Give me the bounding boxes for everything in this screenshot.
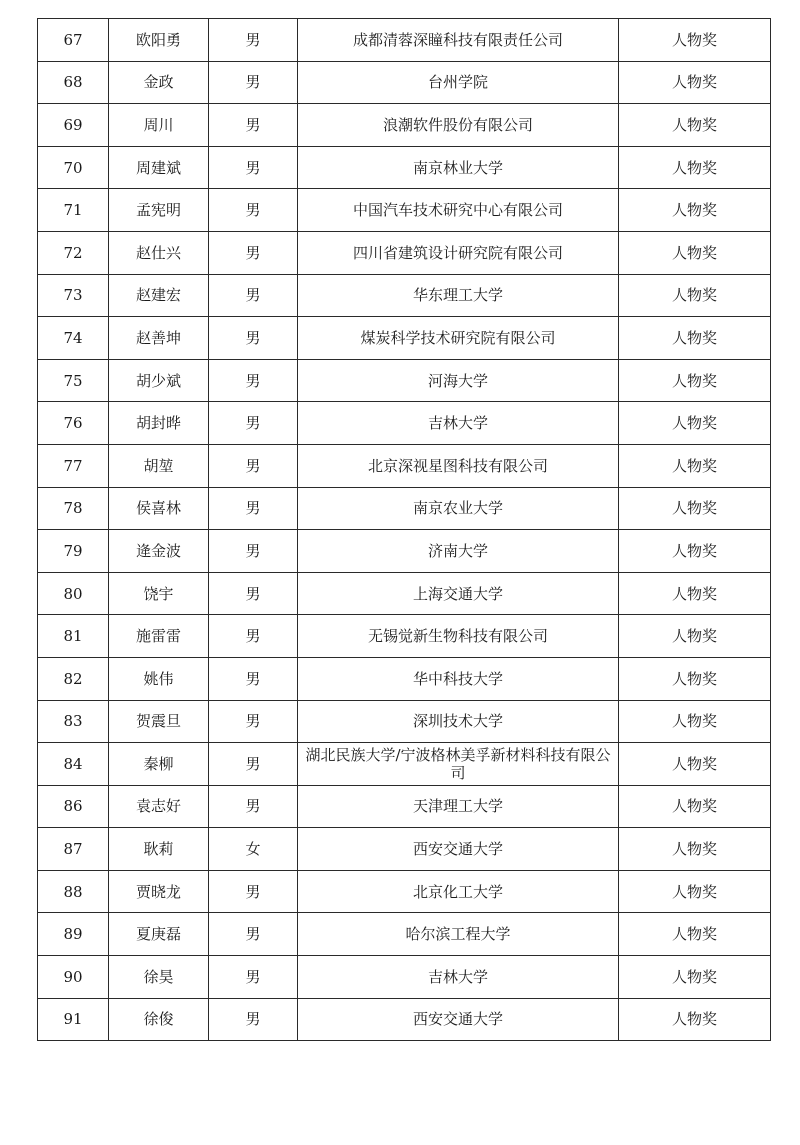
row-number-cell: 81	[38, 615, 109, 658]
award-cell: 人物奖	[619, 913, 771, 956]
organization-cell: 西安交通大学	[298, 828, 619, 871]
name-cell: 胡堃	[109, 444, 209, 487]
name-cell: 欧阳勇	[109, 19, 209, 62]
organization-cell: 无锡觉新生物科技有限公司	[298, 615, 619, 658]
name-cell: 逄金波	[109, 530, 209, 573]
gender-cell: 男	[209, 956, 298, 999]
table-row	[38, 785, 771, 828]
gender-cell: 男	[209, 402, 298, 445]
name-cell: 侯喜林	[109, 487, 209, 530]
table-row	[38, 700, 771, 743]
row-number-cell: 71	[38, 189, 109, 232]
award-cell: 人物奖	[619, 828, 771, 871]
name-cell: 耿莉	[109, 828, 209, 871]
table-row	[38, 998, 771, 1041]
row-number-cell: 74	[38, 317, 109, 360]
gender-cell: 男	[209, 146, 298, 189]
name-cell: 赵仕兴	[109, 231, 209, 274]
award-cell: 人物奖	[619, 956, 771, 999]
row-number-cell: 79	[38, 530, 109, 573]
table-row	[38, 530, 771, 573]
row-number-cell: 82	[38, 657, 109, 700]
award-cell: 人物奖	[619, 359, 771, 402]
gender-cell: 男	[209, 998, 298, 1041]
organization-cell: 济南大学	[298, 530, 619, 573]
table-row	[38, 61, 771, 104]
row-number-cell: 67	[38, 19, 109, 62]
organization-cell: 煤炭科学技术研究院有限公司	[298, 317, 619, 360]
table-row	[38, 657, 771, 700]
row-number-cell: 70	[38, 146, 109, 189]
table-row	[38, 913, 771, 956]
gender-cell: 男	[209, 530, 298, 573]
gender-cell: 男	[209, 743, 298, 786]
name-cell: 徐昊	[109, 956, 209, 999]
gender-cell: 男	[209, 189, 298, 232]
row-number-cell: 76	[38, 402, 109, 445]
award-cell: 人物奖	[619, 19, 771, 62]
award-cell: 人物奖	[619, 61, 771, 104]
award-cell: 人物奖	[619, 487, 771, 530]
gender-cell: 男	[209, 572, 298, 615]
organization-cell: 吉林大学	[298, 956, 619, 999]
gender-cell: 男	[209, 231, 298, 274]
gender-cell: 男	[209, 913, 298, 956]
gender-cell: 男	[209, 104, 298, 147]
award-cell: 人物奖	[619, 530, 771, 573]
row-number-cell: 88	[38, 870, 109, 913]
table-row	[38, 231, 771, 274]
gender-cell: 男	[209, 61, 298, 104]
award-cell: 人物奖	[619, 785, 771, 828]
organization-cell: 深圳技术大学	[298, 700, 619, 743]
row-number-cell: 73	[38, 274, 109, 317]
award-cell: 人物奖	[619, 615, 771, 658]
row-number-cell: 91	[38, 998, 109, 1041]
gender-cell: 男	[209, 615, 298, 658]
name-cell: 夏庚磊	[109, 913, 209, 956]
name-cell: 孟宪明	[109, 189, 209, 232]
award-cell: 人物奖	[619, 402, 771, 445]
row-number-cell: 72	[38, 231, 109, 274]
row-number-cell: 89	[38, 913, 109, 956]
table-row	[38, 444, 771, 487]
organization-cell: 湖北民族大学/宁波格林美孚新材料科技有限公司	[298, 743, 619, 786]
award-cell: 人物奖	[619, 274, 771, 317]
organization-cell: 成都清蓉深瞳科技有限责任公司	[298, 19, 619, 62]
table-row	[38, 104, 771, 147]
award-cell: 人物奖	[619, 231, 771, 274]
award-cell: 人物奖	[619, 189, 771, 232]
name-cell: 赵善坤	[109, 317, 209, 360]
gender-cell: 男	[209, 317, 298, 360]
gender-cell: 男	[209, 487, 298, 530]
row-number-cell: 84	[38, 743, 109, 786]
award-cell: 人物奖	[619, 317, 771, 360]
gender-cell: 男	[209, 359, 298, 402]
gender-cell: 男	[209, 657, 298, 700]
organization-cell: 台州学院	[298, 61, 619, 104]
table-row	[38, 19, 771, 62]
row-number-cell: 78	[38, 487, 109, 530]
organization-cell: 哈尔滨工程大学	[298, 913, 619, 956]
organization-cell: 华东理工大学	[298, 274, 619, 317]
awards-table	[37, 18, 771, 1041]
award-cell: 人物奖	[619, 104, 771, 147]
name-cell: 胡少斌	[109, 359, 209, 402]
organization-cell: 上海交通大学	[298, 572, 619, 615]
organization-cell: 北京深视星图科技有限公司	[298, 444, 619, 487]
gender-cell: 男	[209, 870, 298, 913]
gender-cell: 男	[209, 700, 298, 743]
organization-cell: 河海大学	[298, 359, 619, 402]
organization-cell: 南京农业大学	[298, 487, 619, 530]
name-cell: 秦柳	[109, 743, 209, 786]
award-cell: 人物奖	[619, 572, 771, 615]
table-row	[38, 572, 771, 615]
name-cell: 胡封晔	[109, 402, 209, 445]
name-cell: 袁志好	[109, 785, 209, 828]
row-number-cell: 83	[38, 700, 109, 743]
award-cell: 人物奖	[619, 870, 771, 913]
row-number-cell: 90	[38, 956, 109, 999]
table-row	[38, 359, 771, 402]
table-row	[38, 146, 771, 189]
name-cell: 赵建宏	[109, 274, 209, 317]
organization-cell: 华中科技大学	[298, 657, 619, 700]
name-cell: 姚伟	[109, 657, 209, 700]
organization-cell: 北京化工大学	[298, 870, 619, 913]
row-number-cell: 75	[38, 359, 109, 402]
row-number-cell: 68	[38, 61, 109, 104]
table-row	[38, 828, 771, 871]
awards-table-body	[38, 19, 771, 1041]
row-number-cell: 80	[38, 572, 109, 615]
table-row	[38, 317, 771, 360]
name-cell: 贺震旦	[109, 700, 209, 743]
award-cell: 人物奖	[619, 700, 771, 743]
table-row	[38, 189, 771, 232]
organization-cell: 浪潮软件股份有限公司	[298, 104, 619, 147]
row-number-cell: 86	[38, 785, 109, 828]
gender-cell: 男	[209, 444, 298, 487]
award-cell: 人物奖	[619, 146, 771, 189]
name-cell: 周川	[109, 104, 209, 147]
table-row	[38, 402, 771, 445]
table-row	[38, 956, 771, 999]
organization-cell: 天津理工大学	[298, 785, 619, 828]
gender-cell: 男	[209, 19, 298, 62]
name-cell: 周建斌	[109, 146, 209, 189]
organization-cell: 吉林大学	[298, 402, 619, 445]
name-cell: 贾晓龙	[109, 870, 209, 913]
name-cell: 金政	[109, 61, 209, 104]
award-cell: 人物奖	[619, 998, 771, 1041]
organization-cell: 四川省建筑设计研究院有限公司	[298, 231, 619, 274]
organization-cell: 南京林业大学	[298, 146, 619, 189]
organization-cell: 西安交通大学	[298, 998, 619, 1041]
table-row	[38, 743, 771, 786]
award-cell: 人物奖	[619, 444, 771, 487]
row-number-cell: 77	[38, 444, 109, 487]
gender-cell: 男	[209, 274, 298, 317]
table-row	[38, 615, 771, 658]
table-row	[38, 870, 771, 913]
award-cell: 人物奖	[619, 743, 771, 786]
gender-cell: 男	[209, 785, 298, 828]
name-cell: 施雷雷	[109, 615, 209, 658]
row-number-cell: 69	[38, 104, 109, 147]
name-cell: 饶宇	[109, 572, 209, 615]
name-cell: 徐俊	[109, 998, 209, 1041]
award-cell: 人物奖	[619, 657, 771, 700]
table-row	[38, 487, 771, 530]
gender-cell: 女	[209, 828, 298, 871]
row-number-cell: 87	[38, 828, 109, 871]
table-row	[38, 274, 771, 317]
organization-cell: 中国汽车技术研究中心有限公司	[298, 189, 619, 232]
